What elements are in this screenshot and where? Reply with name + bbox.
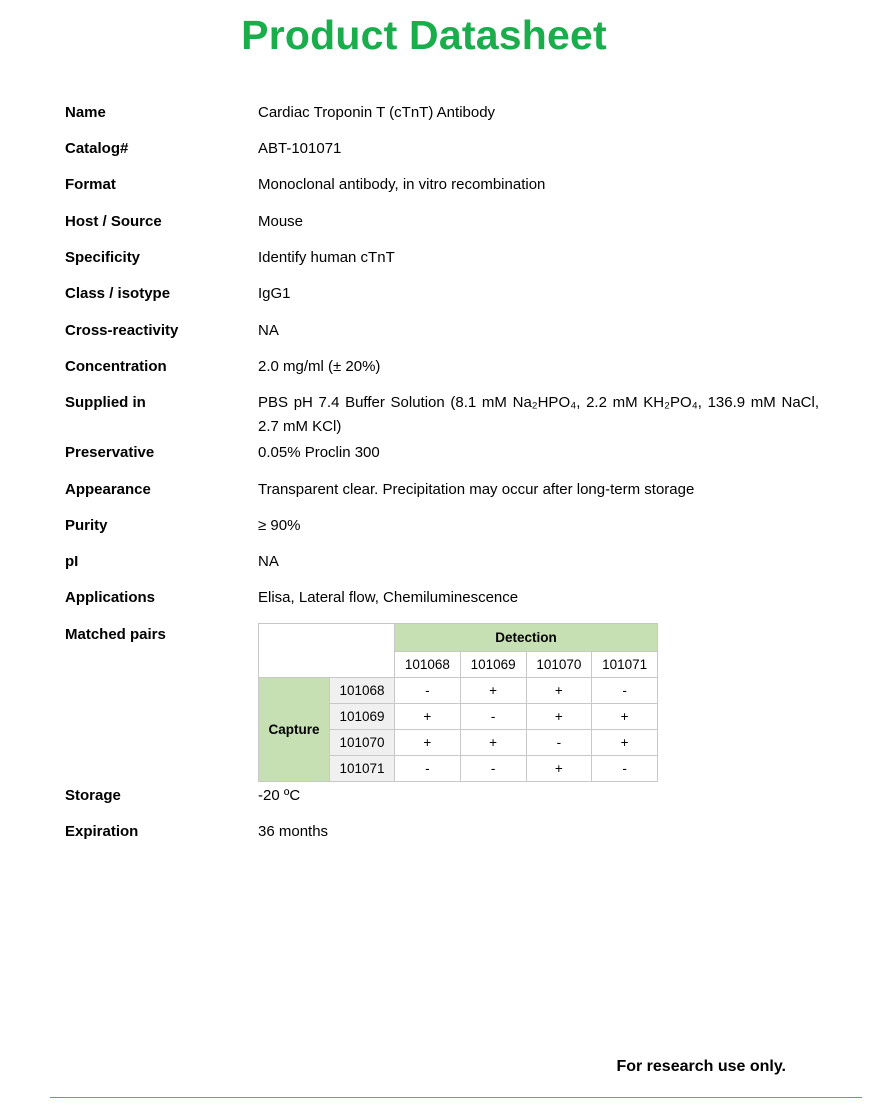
- table-corner-cell: [259, 624, 395, 678]
- pair-cell: +: [395, 704, 461, 730]
- pair-cell: +: [460, 730, 526, 756]
- row-label: 101068: [330, 678, 395, 704]
- spec-label: Appearance: [65, 481, 151, 498]
- spec-value: Transparent clear. Precipitation may occur after long-term storage: [258, 481, 695, 498]
- spec-value: NA: [258, 553, 279, 570]
- spec-label: Purity: [65, 517, 108, 534]
- pair-cell: -: [460, 756, 526, 782]
- spec-value: ABT-101071: [258, 140, 342, 157]
- row-label: 101071: [330, 756, 395, 782]
- spec-value: PBS pH 7.4 Buffer Solution (8.1 mM Na₂HPO₄, 2.2 mM KH₂PO₄, 136.9 mM NaCl, 2.7 mM KCl): [258, 394, 819, 435]
- pair-cell: -: [395, 678, 461, 704]
- spec-label: Specificity: [65, 249, 141, 266]
- spec-label: Applications: [65, 589, 156, 606]
- column-header: 101069: [460, 652, 526, 678]
- spec-label: Matched pairs: [65, 626, 166, 643]
- spec-label: Cross-reactivity: [65, 322, 179, 339]
- column-header: 101070: [526, 652, 592, 678]
- spec-value: Monoclonal antibody, in vitro recombination: [258, 176, 546, 193]
- pair-cell: +: [526, 756, 592, 782]
- column-header: 101068: [395, 652, 461, 678]
- pair-cell: +: [526, 678, 592, 704]
- spec-label: Catalog#: [65, 140, 129, 157]
- spec-label: Format: [65, 176, 116, 193]
- row-label: 101070: [330, 730, 395, 756]
- spec-label: Expiration: [65, 823, 139, 840]
- capture-header: Capture: [259, 678, 330, 782]
- column-header: 101071: [592, 652, 658, 678]
- spec-label: Supplied in: [65, 394, 146, 411]
- pair-cell: +: [460, 678, 526, 704]
- pair-cell: +: [592, 704, 658, 730]
- matched-pairs-table: [258, 623, 658, 782]
- footer-divider: [50, 1097, 862, 1098]
- pair-cell: +: [395, 730, 461, 756]
- spec-value: 36 months: [258, 823, 329, 840]
- pair-cell: -: [460, 704, 526, 730]
- research-use-note: For research use only.: [616, 1058, 786, 1075]
- spec-label: Name: [65, 104, 106, 121]
- spec-value: Identify human cTnT: [258, 249, 395, 266]
- spec-value: ≥ 90%: [258, 517, 301, 534]
- spec-value: NA: [258, 322, 279, 339]
- spec-label: Concentration: [65, 358, 167, 375]
- spec-label: Storage: [65, 787, 121, 804]
- spec-value: Mouse: [258, 213, 304, 230]
- spec-value: Elisa, Lateral flow, Chemiluminescence: [258, 589, 519, 606]
- pair-cell: -: [592, 756, 658, 782]
- spec-value: Cardiac Troponin T (cTnT) Antibody: [258, 104, 496, 121]
- pair-cell: +: [526, 704, 592, 730]
- table-row: [259, 678, 658, 704]
- pair-cell: -: [526, 730, 592, 756]
- spec-value: -20 ºC: [258, 787, 301, 804]
- spec-label: Class / isotype: [65, 285, 171, 302]
- spec-label: Host / Source: [65, 213, 162, 230]
- spec-value: 2.0 mg/ml (± 20%): [258, 358, 381, 375]
- detection-header: Detection: [395, 624, 658, 652]
- row-label: 101069: [330, 704, 395, 730]
- pair-cell: +: [592, 730, 658, 756]
- page-title: Product Datasheet: [241, 12, 607, 58]
- table-header-row: [259, 624, 658, 652]
- spec-value: 0.05% Proclin 300: [258, 444, 380, 461]
- pair-cell: -: [592, 678, 658, 704]
- pair-cell: -: [395, 756, 461, 782]
- spec-label: Preservative: [65, 444, 155, 461]
- spec-label: pI: [65, 553, 79, 570]
- spec-value: IgG1: [258, 285, 291, 302]
